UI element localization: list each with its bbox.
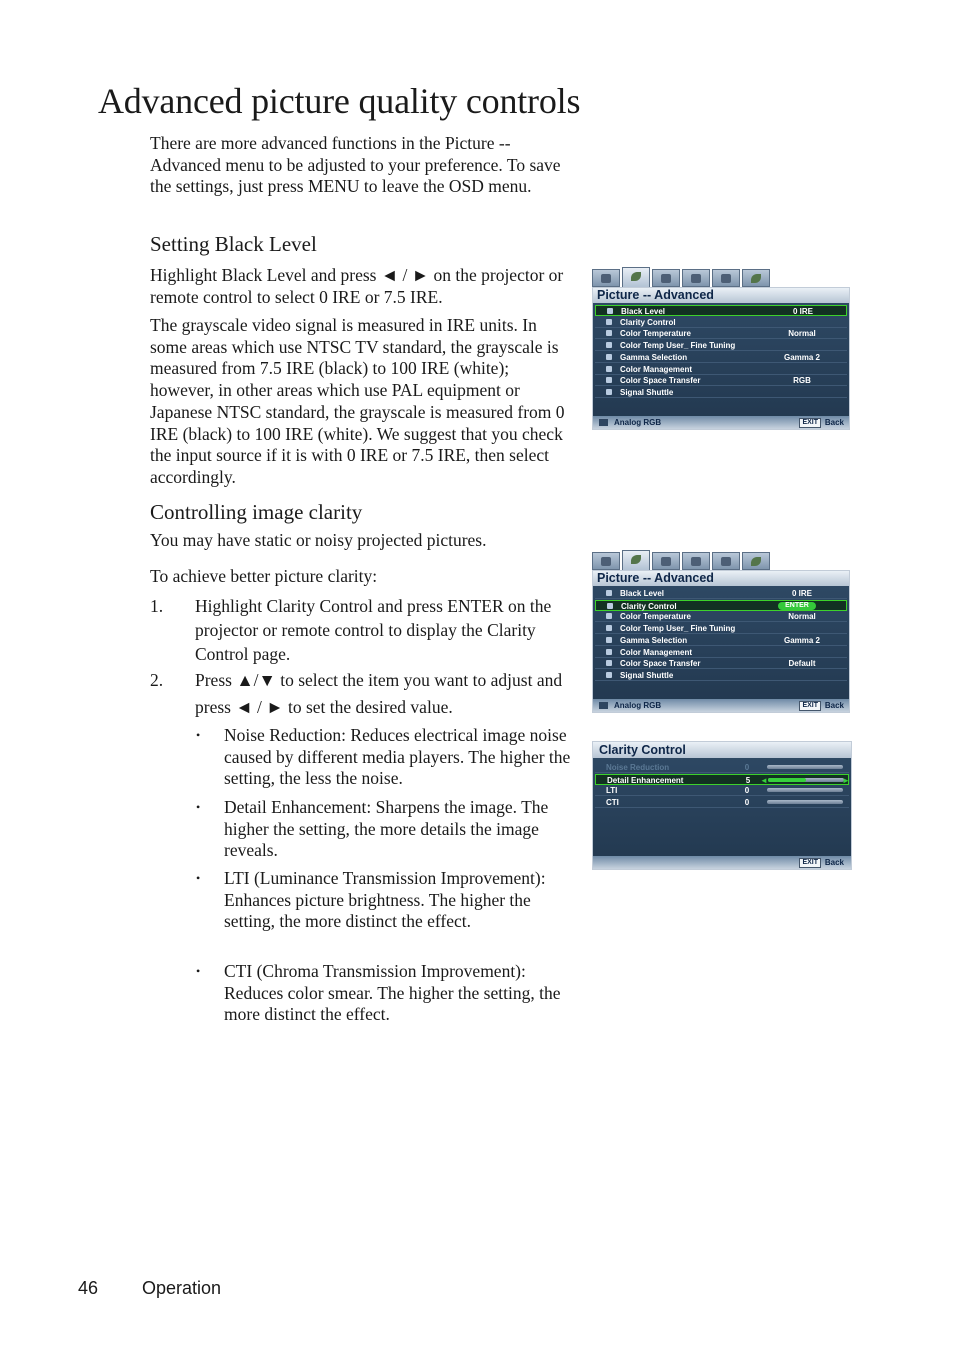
input-source-icon [599, 419, 608, 426]
menu-item-label: Color Management [620, 364, 693, 374]
osd-status-bar [593, 699, 849, 712]
setting-value: 0 [744, 786, 750, 795]
ui-term: Black Level [221, 265, 307, 285]
ui-term: 0 IRE [319, 286, 361, 307]
menu-item-value: 0 IRE [792, 307, 813, 316]
bullet-separator: : [366, 797, 376, 817]
menu-item-label: Signal Shuttle [620, 670, 674, 680]
ui-term: 7.5 IRE [383, 286, 439, 307]
menu-item-label: Color Temperature [620, 612, 691, 622]
osd-menu-item[interactable] [595, 647, 847, 658]
osd-menu-item[interactable] [595, 375, 847, 386]
page-number: 46 [78, 1278, 99, 1298]
ui-term: ENTER [447, 596, 504, 616]
picture-icon [631, 272, 641, 281]
clarity-lead [150, 566, 575, 588]
bullet-term: LTI [224, 868, 250, 888]
osd-clarity-control-panel [592, 741, 852, 870]
menu-item-label: Color Management [620, 647, 693, 657]
osd-menu-item[interactable] [595, 352, 847, 363]
menu-item-icon [606, 319, 612, 325]
menu-item-label: Black Level [621, 307, 666, 316]
osd-menu-panel [592, 287, 850, 430]
osd-tab-picture[interactable] [622, 550, 650, 570]
menu-item-label: Color Space Transfer [620, 659, 701, 669]
menu-item-label: Signal Shuttle [620, 387, 674, 397]
bullet-description: (Luminance Transmission Improvement): Enhances picture brightness. The higher the setting, the more distinct the effect. [224, 868, 546, 932]
osd-menu-item[interactable] [595, 635, 847, 646]
bullet-text [224, 961, 574, 1026]
menu-item-icon [606, 590, 612, 596]
osd-menu-item[interactable] [595, 611, 847, 622]
exit-key[interactable]: EXIT [799, 418, 821, 428]
setting-value: 5 [745, 775, 751, 785]
menu-item-icon [606, 649, 612, 655]
menu-item-icon [606, 366, 612, 372]
setting-slider[interactable] [768, 778, 844, 782]
bullet-description: Reduces electrical image noise caused by different media players. The higher the setting, the less the noise. [224, 725, 571, 789]
menu-item-value: Default [788, 659, 816, 669]
setting-label: LTI [606, 786, 618, 795]
osd-menu-item[interactable] [595, 623, 847, 634]
osd-menu-item[interactable] [595, 364, 847, 375]
setting-slider[interactable] [767, 788, 843, 792]
osd-tab-display[interactable] [592, 552, 620, 570]
osd-menu-item[interactable] [595, 340, 847, 351]
setting-slider[interactable] [767, 765, 843, 769]
ui-term: Clarity Control [266, 596, 373, 616]
osd-menu-title: Picture -- Advanced [593, 288, 849, 303]
slider-fill [768, 778, 806, 782]
menu-item-icon [606, 637, 612, 643]
osd-input-source: Analog RGB [614, 418, 662, 427]
bullet-text [224, 725, 574, 790]
clarity-setting-row[interactable] [595, 797, 849, 808]
menu-item-icon [606, 389, 612, 395]
osd-menu-item[interactable] [595, 387, 847, 398]
osd-tab-information[interactable] [742, 269, 770, 287]
menu-item-value: 0 IRE [791, 589, 812, 598]
tools-icon [691, 557, 701, 566]
text-run: or [360, 286, 384, 307]
osd-tab-picture[interactable] [622, 267, 650, 287]
display-icon [601, 557, 611, 566]
menu-item-label: Black Level [620, 589, 665, 598]
osd-tab-advanced-setup[interactable] [712, 269, 740, 287]
menu-item-label: Color Temp User_ Fine Tuning [620, 341, 736, 351]
bullet-description: (Chroma Transmission Improvement): Reduces color smear. The higher the setting, the more distinct the effect. [224, 961, 561, 1025]
menu-item-label: Clarity Control [620, 317, 676, 327]
text-run: Highlight [150, 265, 222, 285]
step-text [195, 667, 570, 721]
bullet-text [224, 868, 574, 933]
display-icon [601, 274, 611, 283]
black-level-instruction-text [150, 265, 575, 308]
heading-controlling-image-clarity: Controlling image clarity [150, 500, 363, 524]
menu-item-value: Gamma 2 [783, 635, 821, 645]
arrow-left-icon[interactable]: ◄ [760, 775, 768, 785]
menu-item-icon [606, 354, 612, 360]
menu-item-label: Gamma Selection [620, 352, 688, 362]
menu-item-icon [607, 308, 613, 314]
osd-menu-title: Picture -- Advanced [593, 571, 849, 586]
osd-menu-item[interactable] [595, 658, 847, 669]
exit-key[interactable]: EXIT [799, 701, 821, 711]
bullet-dot: • [196, 964, 201, 978]
picture-icon [631, 555, 641, 564]
menu-item-icon [606, 342, 612, 348]
menu-item-value: RGB [793, 376, 811, 386]
osd-tab-bar [592, 550, 850, 570]
step-number: 2. [150, 670, 164, 690]
osd-picture-advanced-black-level [592, 267, 850, 430]
menu-item-icon [606, 672, 612, 678]
osd-input-source: Analog RGB [614, 701, 662, 710]
clarity-setting-row[interactable] [595, 785, 849, 796]
osd-tab-source[interactable] [652, 269, 680, 287]
text-run: . [438, 286, 443, 307]
menu-item-value: Normal [788, 329, 816, 339]
setting-label: Noise Reduction [606, 763, 670, 772]
bullet-text [224, 797, 574, 862]
text-run: to leave the OSD menu. [359, 176, 532, 197]
heading-setting-black-level: Setting Black Level [150, 232, 317, 256]
ire-explanation [150, 315, 575, 489]
intro-paragraph [150, 133, 575, 198]
osd-menu-item[interactable] [595, 600, 847, 611]
clarity-setting-row[interactable] [595, 774, 849, 785]
bullet-description: Sharpens the image. The higher the setting, the more details the image reveals. [224, 797, 549, 861]
clarity-setting-row [595, 762, 849, 773]
bullet-term: Noise Reduction [224, 725, 342, 745]
gear-icon [721, 557, 731, 566]
exit-key[interactable]: EXIT [799, 858, 821, 868]
text-run: menu to be adjusted to your preference. To save the settings, just press [150, 154, 561, 197]
setting-label: Detail Enhancement [607, 775, 684, 785]
menu-item-label: Gamma Selection [620, 635, 688, 645]
menu-item-icon [606, 377, 612, 383]
arrow-right-icon[interactable]: ► [842, 775, 850, 785]
source-icon [661, 557, 671, 566]
bullet-dot: • [196, 871, 201, 885]
clarity-intro [150, 530, 575, 552]
setting-value: 0 [744, 763, 750, 772]
setting-label: CTI [606, 797, 619, 807]
osd-picture-advanced-clarity-control [592, 550, 850, 713]
back-label: Back [824, 701, 844, 710]
info-icon [751, 557, 761, 566]
osd-menu-item[interactable] [595, 317, 847, 328]
source-icon [661, 274, 671, 283]
menu-item-icon [606, 330, 612, 336]
clarity-control-title: Clarity Control [593, 742, 851, 758]
osd-tab-system-setup[interactable] [682, 269, 710, 287]
black-level-instructions [150, 265, 575, 308]
bullet-term: Detail Enhancement [224, 797, 367, 817]
clarity-intro-text: You may have static or noisy projected pictures. [150, 530, 487, 550]
ui-term: MENU [307, 176, 360, 197]
bullet-separator: : [341, 725, 351, 745]
menu-item-value: Gamma 2 [783, 352, 821, 362]
intro-text [150, 133, 575, 198]
gear-icon [721, 274, 731, 283]
back-label: Back [824, 418, 844, 427]
osd-tab-information[interactable] [742, 552, 770, 570]
tools-icon [691, 274, 701, 283]
menu-item-label: Clarity Control [621, 601, 677, 611]
clarity-lead-text: To achieve better picture clarity: [150, 566, 378, 586]
menu-item-value: Normal [788, 612, 816, 622]
osd-menu-panel [592, 570, 850, 713]
osd-status-bar [593, 416, 849, 429]
setting-value: 0 [744, 797, 750, 807]
osd-tab-source[interactable] [652, 552, 680, 570]
bullet-dot: • [196, 728, 201, 742]
text-run: on the projector or remote control to display the [195, 596, 552, 640]
clarity-status-bar [593, 856, 851, 869]
osd-menu-item[interactable] [595, 588, 847, 599]
footer-section-name: Operation [142, 1278, 222, 1298]
bullet-term: CTI [224, 961, 253, 981]
text-run: There are more advanced functions in the [150, 133, 445, 153]
menu-item-icon [607, 603, 613, 609]
text-run: page. [248, 644, 291, 664]
menu-item-label: Color Temperature [620, 329, 691, 339]
menu-item-icon [606, 613, 612, 619]
text-run: and press ◄ / ► on the projector or remote control to select [150, 265, 564, 307]
osd-tab-bar [592, 267, 850, 287]
menu-item-label: Color Space Transfer [620, 376, 701, 386]
step-number: 1. [150, 596, 164, 616]
osd-tab-advanced-setup[interactable] [712, 552, 740, 570]
menu-item-label: Color Temp User_ Fine Tuning [620, 624, 736, 634]
info-icon [751, 274, 761, 283]
text-run: Press ▲/▼ to select the item you want to adjust and press ◄ / ► to set the desired value. [195, 670, 563, 717]
osd-menu-item[interactable] [595, 305, 847, 316]
text-run: and press [372, 596, 448, 616]
osd-menu-item[interactable] [595, 670, 847, 681]
menu-item-icon [606, 625, 612, 631]
osd-menu-item[interactable] [595, 328, 847, 339]
menu-item-icon [606, 660, 612, 666]
step-text [195, 594, 570, 666]
back-label: Back [824, 858, 844, 867]
osd-tab-system-setup[interactable] [682, 552, 710, 570]
ui-term: Picture -- Advanced [150, 133, 511, 175]
text-run: Highlight [195, 596, 267, 616]
input-source-icon [599, 702, 608, 709]
ire-explanation-text: The grayscale video signal is measured in IRE units. In some areas which use NTSC TV standard, the grayscale is measured from 7.5 IRE (black) to 100 IRE (white); however, in other areas which use PAL equipment or Japanese NTSC standard, the grayscale is measured from 0 IRE (black) to 100 IRE (white). We suggest that you check the input source if it is with 0 IRE or 7.5 IRE, then select accordingly. [150, 315, 565, 487]
osd-tab-display[interactable] [592, 269, 620, 287]
enter-badge[interactable]: ENTER [778, 602, 816, 610]
page-title: Advanced picture quality controls [98, 81, 581, 121]
ui-term: Clarity Control [195, 620, 536, 664]
bullet-dot: • [196, 800, 201, 814]
setting-slider[interactable] [767, 800, 843, 804]
